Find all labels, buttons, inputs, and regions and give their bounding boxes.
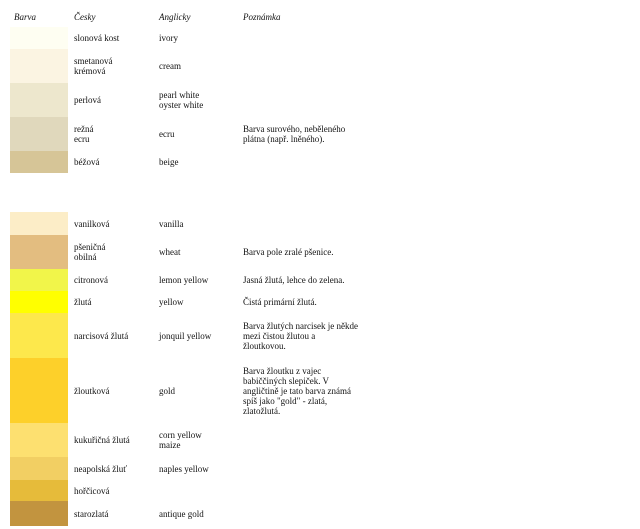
table-row	[0, 83, 640, 117]
color-swatch	[10, 480, 68, 501]
table-row	[0, 212, 640, 235]
note-text: Čistá primární žlutá.	[243, 297, 317, 307]
table-row	[0, 291, 640, 313]
english-name: corn yellow maize	[159, 430, 202, 450]
table-row	[0, 151, 640, 173]
english-name: ivory	[159, 33, 178, 43]
table-row	[0, 269, 640, 291]
english-name: gold	[159, 385, 176, 396]
table-row	[0, 27, 640, 49]
note-text: Barva pole zralé pšenice.	[243, 247, 334, 257]
czech-name: žloutková	[74, 385, 110, 396]
english-name: yellow	[159, 297, 184, 307]
table-row	[0, 423, 640, 457]
english-name: antique gold	[159, 508, 204, 519]
table-row	[0, 117, 640, 151]
header-english: Anglicky	[159, 12, 191, 22]
header-color: Barva	[14, 12, 36, 22]
czech-name: perlová	[74, 95, 101, 105]
table-row	[0, 457, 640, 480]
table-row	[0, 358, 640, 423]
czech-name: režná ecru	[74, 124, 94, 144]
english-name: naples yellow	[159, 463, 209, 474]
english-name: jonquil yellow	[159, 330, 212, 341]
czech-name: narcisová žlutá	[74, 330, 129, 341]
color-swatch	[10, 313, 68, 358]
color-swatch	[10, 269, 68, 291]
table-row	[0, 480, 640, 501]
english-name: pearl white oyster white	[159, 90, 204, 110]
color-swatch	[10, 501, 68, 526]
czech-name: kukuřičná žlutá	[74, 435, 130, 445]
note-text: Jasná žlutá, lehce do zelena.	[243, 275, 345, 285]
czech-name: neapolská žluť	[74, 463, 128, 474]
color-swatch	[10, 423, 68, 457]
color-swatch	[10, 291, 68, 313]
color-swatch	[10, 151, 68, 173]
english-name: lemon yellow	[159, 275, 209, 285]
header-note: Poznámka	[243, 12, 281, 22]
table-row	[0, 501, 640, 526]
color-swatch	[10, 117, 68, 151]
color-swatch	[10, 235, 68, 269]
color-swatch	[10, 212, 68, 235]
czech-name: žlutá	[74, 297, 92, 307]
color-swatch	[10, 358, 68, 423]
note-text: Barva žlutých narcisek je někde mezi čistou žlutou a žloutkovou.	[243, 320, 358, 351]
table-row	[0, 235, 640, 269]
note-text: Barva surového, neběleného plátna (např. lněného).	[243, 124, 346, 144]
english-name: cream	[159, 61, 181, 71]
color-swatch	[10, 83, 68, 117]
header-czech: Česky	[74, 12, 96, 22]
czech-name: béžová	[74, 157, 100, 167]
english-name: beige	[159, 157, 179, 167]
czech-name: citronová	[74, 275, 108, 285]
czech-name: vanilková	[74, 218, 110, 229]
table-row	[0, 313, 640, 358]
czech-name: hořčicová	[74, 485, 110, 496]
czech-name: starozlatá	[74, 508, 109, 519]
color-swatch	[10, 27, 68, 49]
note-text: Barva žloutku z vajec babiččiných slepiček. V angličtině je tato barva známá spíš jako "gold" - zlatá, zlatožlutá.	[243, 365, 351, 416]
english-name: vanilla	[159, 218, 184, 229]
color-swatch	[10, 457, 68, 480]
color-swatch	[10, 49, 68, 83]
czech-name: smetanová krémová	[74, 56, 113, 76]
table-row	[0, 49, 640, 83]
english-name: wheat	[159, 247, 181, 257]
czech-name: pšeničná obilná	[74, 242, 106, 262]
czech-name: slonová kost	[74, 33, 120, 43]
english-name: ecru	[159, 129, 175, 139]
